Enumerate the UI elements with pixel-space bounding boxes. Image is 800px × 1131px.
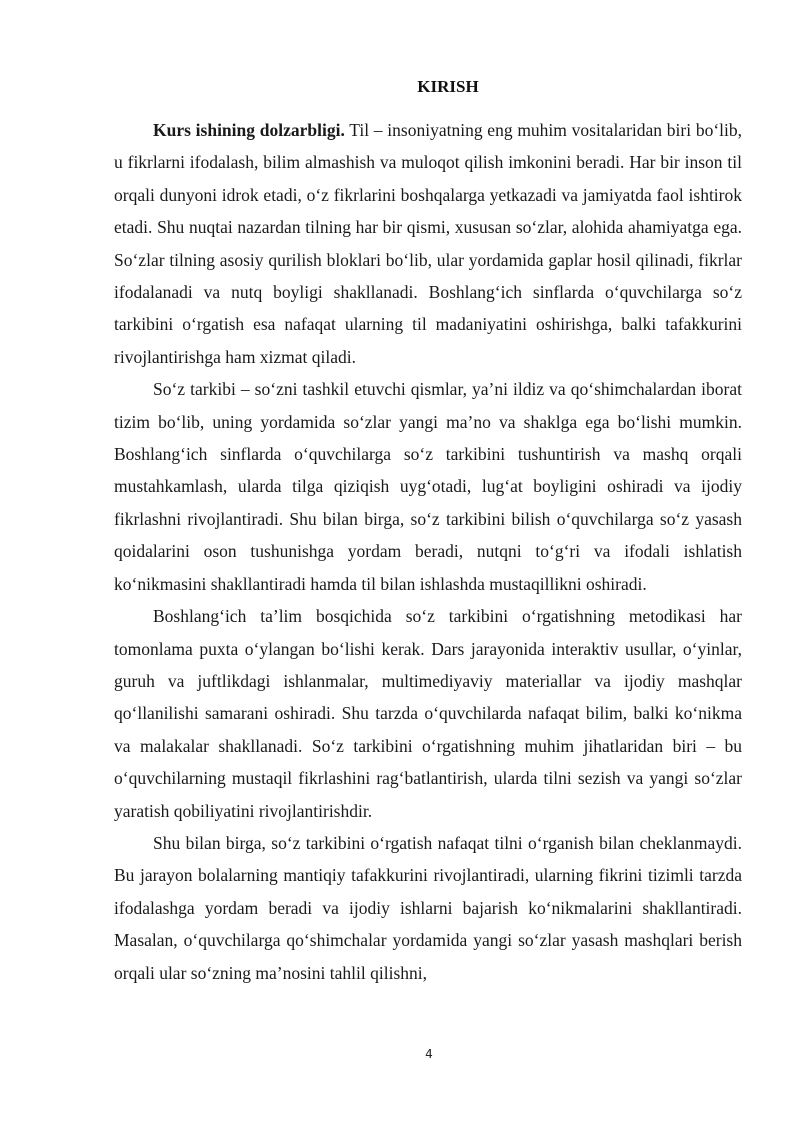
paragraph-2: So‘z tarkibi – so‘zni tashkil etuvchi qismlar, ya’ni ildiz va qo‘shimchalardan iborat tizim bo‘lib, uning yordamida so‘zlar yangi ma’no va shaklga ega bo‘lishi mumkin. Boshlang‘ich sinflarda o‘quvchilarga so‘z tarkibini tushuntirish va mashq orqali mustahkamlash, ularda tilga qiziqish uyg‘otadi, lug‘at boyligini oshiradi va ijodiy fikrlashni rivojlantiradi. Shu bilan birga, so‘z tarkibini bilish o‘quvchilarga so‘z yasash qoidalarini oson tushunishga yordam beradi, nutqni to‘g‘ri va ifodali ishlatish ko‘nikmasini shakllantiradi hamda til bilan ishlashda mustaqillikni oshiradi.	[114, 379, 742, 594]
page-number: 4	[425, 1047, 433, 1061]
paragraph-4: Shu bilan birga, so‘z tarkibini o‘rgatish nafaqat tilni o‘rganish bilan cheklanmaydi. Bu jarayon bolalarning mantiqiy tafakkurini rivojlantiradi, ularning fikrini tizimli tarzda ifodalashga yordam beradi va ijodiy ishlarni bajarish ko‘nikmalarini shakllantiradi. Masalan, o‘quvchilarga qo‘shimchalar yordamida yangi so‘zlar yasash mashqlari berish orqali ular so‘zning ma’nosini tahlil qilishni,	[114, 832, 742, 983]
paragraph-1-text: Til – insoniyatning eng muhim vositalaridan biri bo‘lib, u fikrlarni ifodalash, bilim almashish va muloqot qilish imkonini beradi. Har bir inson til orqali dunyoni idrok etadi, o‘z fikrlarini boshqalarga yetkazadi va jamiyatda faol ishtirok etadi. Shu nuqtai nazardan tilning har bir qismi, xususan so‘zlar, alohida ahamiyatga ega. So‘zlar tilning asosiy qurilish bloklari bo‘lib, ular yordamida gaplar hosil qilinadi, fikrlar ifodalanadi va nutq boyligi shakllanadi. Boshlang‘ich sinflarda o‘quvchilarga so‘z tarkibini o‘rgatish esa nafaqat ularning til madaniyatini oshirishga, balki tafakkurini rivojlantirishga ham xizmat qiladi.	[114, 120, 742, 367]
page-title: KIRISH	[417, 77, 479, 96]
body-text	[114, 114, 742, 989]
paragraph-3: Boshlang‘ich ta’lim bosqichida so‘z tarkibini o‘rgatishning metodikasi har tomonlama puxta o‘ylangan bo‘lishi kerak. Dars jarayonida interaktiv usullar, o‘yinlar, guruh va juftlikdagi ishlanmalar, multimediyaviy materiallar va ijodiy mashqlar qo‘llanilishi samarani oshiradi. Shu tarzda o‘quvchilarda nafaqat bilim, balki ko‘nikma va malakalar shakllanadi. So‘z tarkibini o‘rgatishning muhim jihatlaridan biri – bu o‘quvchilarning mustaqil fikrlashini rag‘batlantirish, ularda tilni sezish va yangi so‘zlar yaratish qobiliyatini rivojlantirishdir.	[114, 606, 742, 821]
lead-heading: Kurs ishining dolzarbligi.	[153, 120, 345, 140]
paragraph-1	[114, 114, 742, 373]
